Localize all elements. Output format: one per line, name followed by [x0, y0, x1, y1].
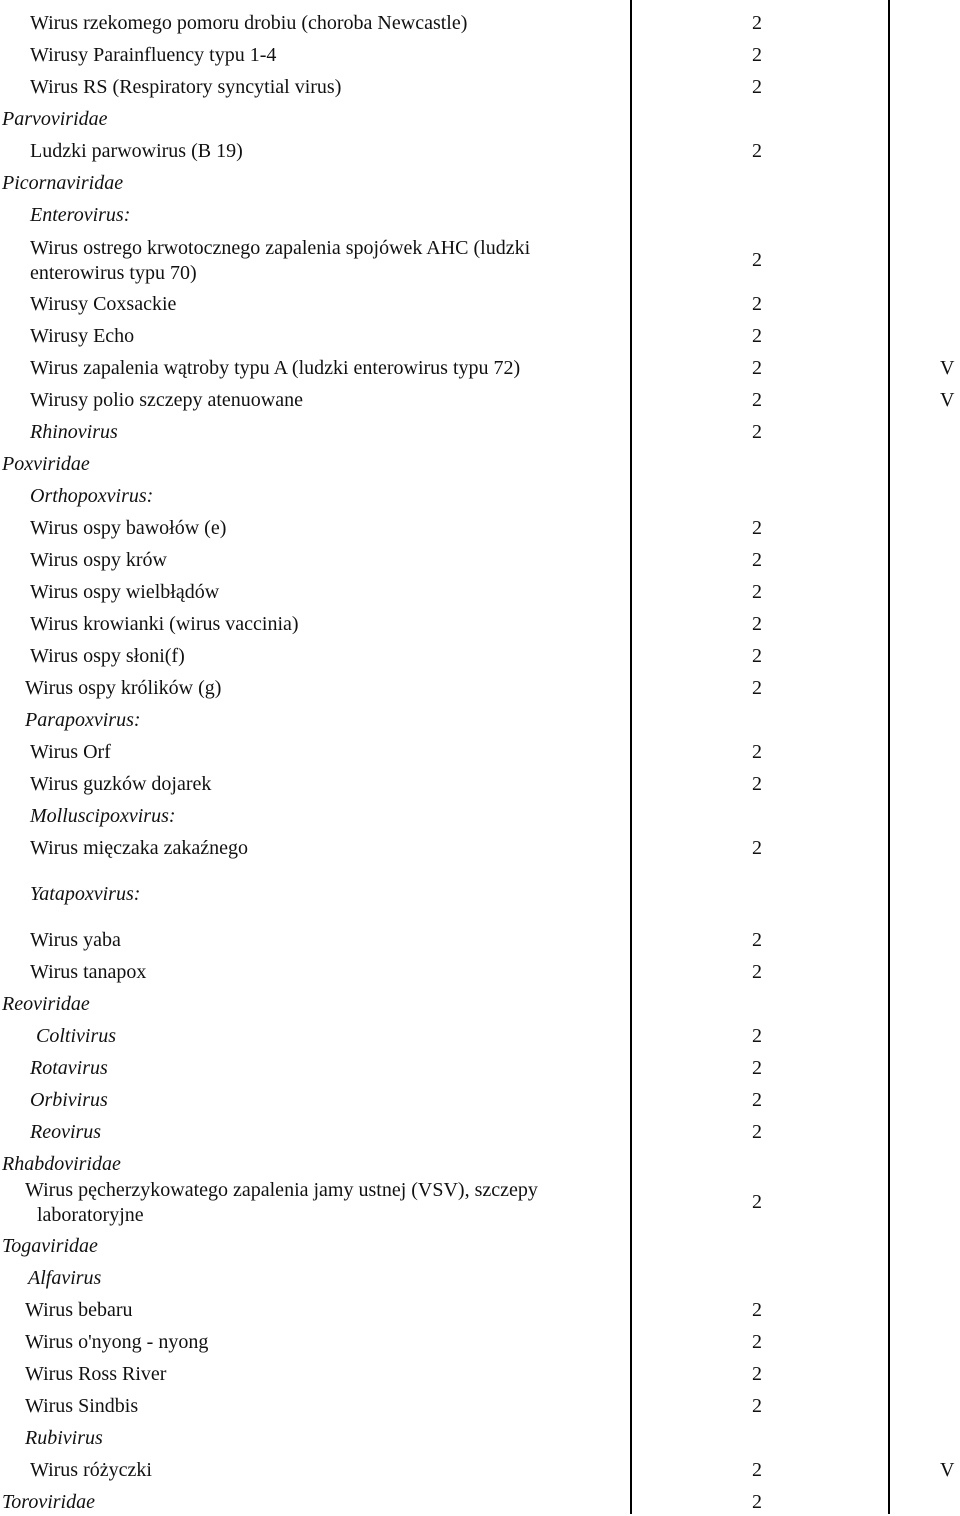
table-row — [0, 5, 960, 37]
table-row — [0, 37, 960, 69]
table-row — [0, 1082, 960, 1114]
risk-group: 2 — [752, 1299, 762, 1321]
table-row — [0, 1050, 960, 1082]
risk-group: 2 — [752, 12, 762, 34]
virus-name: Wirus RS (Respiratory syncytial virus) — [30, 76, 342, 98]
table-row — [0, 1484, 960, 1516]
virus-name: Wirus ospy bawołów (e) — [30, 517, 227, 539]
taxon-heading: Poxviridae — [2, 453, 90, 475]
risk-group: 2 — [752, 389, 762, 411]
virus-name: Wirus zapalenia wątroby typu A (ludzki enterowirus typu 72) — [30, 357, 521, 379]
risk-group: 2 — [752, 325, 762, 347]
risk-group: 2 — [752, 613, 762, 635]
taxon-heading: Rubivirus — [25, 1427, 103, 1449]
risk-group: 2 — [752, 1363, 762, 1385]
table-row — [0, 101, 960, 133]
virus-name: Wirus bebaru — [25, 1299, 133, 1321]
risk-group: 2 — [752, 140, 762, 162]
table-row — [0, 197, 960, 229]
risk-group: 2 — [752, 645, 762, 667]
table-row — [0, 510, 960, 542]
taxon-heading: Orbivirus — [30, 1089, 108, 1111]
virus-name: Wirus ospy słoni(f) — [30, 645, 185, 667]
taxon-heading: Reoviridae — [2, 993, 90, 1015]
table-row — [0, 478, 960, 510]
taxon-heading: Reovirus — [30, 1121, 102, 1143]
virus-name: Wirus rzekomego pomoru drobiu (choroba Newcastle) — [30, 12, 468, 34]
virus-name: Wirus Orf — [30, 741, 111, 763]
table-row — [0, 286, 960, 318]
risk-group: 2 — [752, 44, 762, 66]
table-row — [0, 133, 960, 165]
taxon-heading: Parapoxvirus: — [25, 709, 141, 731]
risk-group: 2 — [752, 549, 762, 571]
vaccine-note: V — [940, 1459, 955, 1481]
taxon-heading: Togaviridae — [2, 1235, 98, 1257]
risk-group: 2 — [752, 741, 762, 763]
table-row — [0, 1260, 960, 1292]
table-row — [0, 1292, 960, 1324]
risk-group: 2 — [752, 1057, 762, 1079]
vaccine-note: V — [940, 389, 955, 411]
virus-name: Wirus różyczki — [30, 1459, 152, 1481]
virus-name: Wirus Sindbis — [25, 1395, 139, 1417]
taxon-heading: Orthopoxvirus: — [30, 485, 154, 507]
table-row — [0, 382, 960, 414]
risk-group: 2 — [752, 249, 762, 271]
virus-name: Wirus tanapox — [30, 961, 147, 983]
risk-group: 2 — [752, 357, 762, 379]
virus-name: Wirus mięczaka zakaźnego — [30, 837, 248, 859]
risk-group: 2 — [752, 293, 762, 315]
table-row — [0, 734, 960, 766]
taxon-heading: Rhinovirus — [30, 421, 118, 443]
table-row — [0, 798, 960, 830]
table-row — [0, 1452, 960, 1484]
table-row — [0, 766, 960, 798]
table-row — [0, 165, 960, 197]
virus-name: Wirus krowianki (wirus vaccinia) — [30, 613, 299, 635]
virus-name: Wirus ostrego krwotocznego zapalenia spojówek AHC (ludzki enterowirus typu 70) — [30, 237, 531, 284]
table-row — [0, 986, 960, 1018]
table-row — [0, 350, 960, 382]
taxon-heading: Parvoviridae — [2, 108, 108, 130]
risk-group: 2 — [752, 76, 762, 98]
table-row — [0, 1018, 960, 1050]
virus-name: Wirus pęcherzykowatego zapalenia jamy ustnej (VSV), szczepy laboratoryjne — [25, 1179, 538, 1226]
taxon-heading: Alfavirus — [28, 1267, 102, 1289]
table-row — [0, 414, 960, 446]
risk-group: 2 — [752, 961, 762, 983]
risk-group: 2 — [752, 837, 762, 859]
table-row — [0, 318, 960, 350]
taxon-heading: Toroviridae — [2, 1491, 95, 1513]
risk-group: 2 — [752, 1121, 762, 1143]
virus-name: Wirus yaba — [30, 929, 121, 951]
table-row — [0, 638, 960, 670]
virus-name: Ludzki parwowirus (B 19) — [30, 140, 243, 162]
table-row — [0, 702, 960, 734]
table-row — [0, 1388, 960, 1420]
risk-group: 2 — [752, 1395, 762, 1417]
risk-group: 2 — [752, 581, 762, 603]
table-row — [0, 670, 960, 702]
risk-group: 2 — [752, 517, 762, 539]
taxon-heading: Enterovirus: — [30, 204, 131, 226]
vaccine-note: V — [940, 357, 955, 379]
risk-group: 2 — [752, 1191, 762, 1213]
table-row — [0, 1172, 960, 1228]
risk-group: 2 — [752, 1025, 762, 1047]
virus-name: Wirusy Parainfluency typu 1-4 — [30, 44, 277, 66]
virus-name: Wirus ospy krów — [30, 549, 167, 571]
table-row — [0, 954, 960, 986]
table-row — [0, 876, 960, 908]
risk-group: 2 — [752, 421, 762, 443]
table-row — [0, 922, 960, 954]
virus-name: Wirus guzków dojarek — [30, 773, 212, 795]
taxon-heading: Rotavirus — [30, 1057, 108, 1079]
virus-name: Wirusy polio szczepy atenuowane — [30, 389, 303, 411]
table-row — [0, 446, 960, 478]
taxon-heading: Molluscipoxvirus: — [30, 805, 176, 827]
risk-group: 2 — [752, 1331, 762, 1353]
taxon-heading: Coltivirus — [36, 1025, 117, 1047]
risk-group: 2 — [752, 1491, 762, 1513]
risk-group: 2 — [752, 929, 762, 951]
taxon-heading: Rhabdoviridae — [2, 1153, 121, 1175]
virus-name: Wirusy Echo — [30, 325, 135, 347]
table-row — [0, 230, 960, 286]
virus-name: Wirus ospy wielbłądów — [30, 581, 220, 603]
table-row — [0, 1420, 960, 1452]
table-row — [0, 1324, 960, 1356]
virus-name: Wirusy Coxsackie — [30, 293, 177, 315]
table-row — [0, 574, 960, 606]
table-row — [0, 542, 960, 574]
risk-group: 2 — [752, 1089, 762, 1111]
risk-group: 2 — [752, 1459, 762, 1481]
risk-group: 2 — [752, 677, 762, 699]
table-row — [0, 1228, 960, 1260]
table-row — [0, 1356, 960, 1388]
table-row — [0, 830, 960, 862]
risk-group: 2 — [752, 773, 762, 795]
taxon-heading: Yatapoxvirus: — [30, 883, 141, 905]
table-row — [0, 606, 960, 638]
table-row — [0, 69, 960, 101]
table-row — [0, 1114, 960, 1146]
virus-name: Wirus Ross River — [25, 1363, 167, 1385]
virus-name: Wirus o'nyong - nyong — [25, 1331, 209, 1353]
virus-name: Wirus ospy królików (g) — [25, 677, 222, 699]
taxon-heading: Picornaviridae — [2, 172, 124, 194]
